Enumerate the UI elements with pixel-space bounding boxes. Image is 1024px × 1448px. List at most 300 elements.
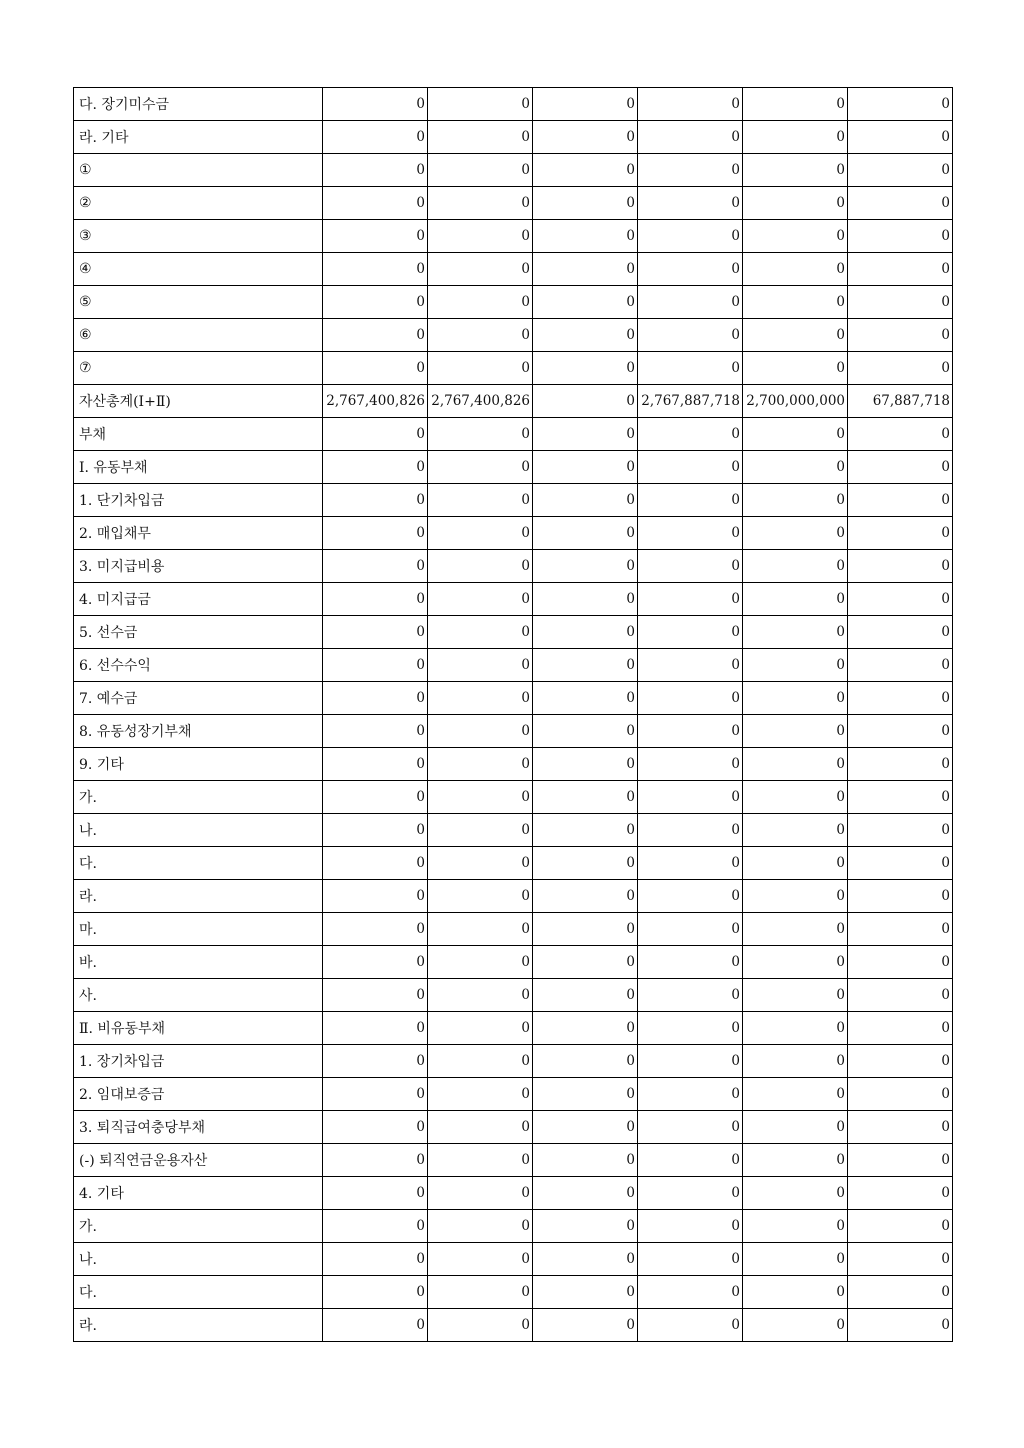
value-cell: 0 <box>428 1276 533 1309</box>
value-cell: 0 <box>848 946 953 979</box>
value-cell: 0 <box>323 352 428 385</box>
value-cell: 0 <box>743 814 848 847</box>
table-row <box>74 253 953 286</box>
value-cell: 0 <box>743 517 848 550</box>
value-cell: 0 <box>638 814 743 847</box>
table-row <box>74 715 953 748</box>
value-cell: 0 <box>533 418 638 451</box>
value-cell: 0 <box>743 1012 848 1045</box>
value-cell: 0 <box>428 1012 533 1045</box>
table-row <box>74 682 953 715</box>
value-cell: 0 <box>638 1309 743 1342</box>
value-cell: 0 <box>533 583 638 616</box>
value-cell: 0 <box>428 1078 533 1111</box>
row-label-cell: 8. 유동성장기부채 <box>74 715 323 748</box>
row-label-cell: ⑤ <box>74 286 323 319</box>
value-cell: 0 <box>323 1177 428 1210</box>
value-cell: 0 <box>743 154 848 187</box>
value-cell: 0 <box>848 847 953 880</box>
value-cell: 0 <box>743 1078 848 1111</box>
value-cell: 0 <box>743 286 848 319</box>
row-label-cell: 7. 예수금 <box>74 682 323 715</box>
value-cell: 0 <box>533 550 638 583</box>
table-row <box>74 121 953 154</box>
value-cell: 0 <box>323 187 428 220</box>
value-cell: 0 <box>533 451 638 484</box>
row-label-cell: 나. <box>74 1243 323 1276</box>
value-cell: 2,767,887,718 <box>638 385 743 418</box>
value-cell: 0 <box>743 880 848 913</box>
row-label-cell: 1. 단기차입금 <box>74 484 323 517</box>
value-cell: 0 <box>323 979 428 1012</box>
value-cell: 0 <box>323 1012 428 1045</box>
value-cell: 0 <box>323 583 428 616</box>
table-row <box>74 88 953 121</box>
value-cell: 0 <box>638 286 743 319</box>
table-row <box>74 517 953 550</box>
value-cell: 0 <box>428 418 533 451</box>
value-cell: 0 <box>743 187 848 220</box>
value-cell: 0 <box>428 550 533 583</box>
value-cell: 0 <box>848 1243 953 1276</box>
value-cell: 0 <box>323 253 428 286</box>
row-label-cell: ④ <box>74 253 323 286</box>
value-cell: 0 <box>323 418 428 451</box>
value-cell: 67,887,718 <box>848 385 953 418</box>
value-cell: 0 <box>323 847 428 880</box>
value-cell: 0 <box>638 847 743 880</box>
value-cell: 0 <box>848 1144 953 1177</box>
value-cell: 0 <box>533 187 638 220</box>
table-row <box>74 583 953 616</box>
value-cell: 0 <box>323 649 428 682</box>
value-cell: 0 <box>743 253 848 286</box>
table-row <box>74 451 953 484</box>
value-cell: 0 <box>428 154 533 187</box>
row-label-cell: 6. 선수수익 <box>74 649 323 682</box>
value-cell: 0 <box>323 286 428 319</box>
value-cell: 0 <box>638 88 743 121</box>
value-cell: 0 <box>323 550 428 583</box>
value-cell: 0 <box>743 1111 848 1144</box>
value-cell: 0 <box>323 682 428 715</box>
value-cell: 2,767,400,826 <box>428 385 533 418</box>
table-row <box>74 979 953 1012</box>
value-cell: 0 <box>533 682 638 715</box>
value-cell: 0 <box>848 220 953 253</box>
table-row <box>74 880 953 913</box>
value-cell: 0 <box>638 352 743 385</box>
value-cell: 0 <box>323 880 428 913</box>
value-cell: 0 <box>743 550 848 583</box>
value-cell: 0 <box>428 220 533 253</box>
value-cell: 0 <box>533 220 638 253</box>
row-label-cell: (-) 퇴직연금운용자산 <box>74 1144 323 1177</box>
row-label-cell: ① <box>74 154 323 187</box>
value-cell: 0 <box>743 748 848 781</box>
table-row <box>74 649 953 682</box>
value-cell: 0 <box>848 583 953 616</box>
value-cell: 0 <box>533 1210 638 1243</box>
value-cell: 0 <box>743 1144 848 1177</box>
value-cell: 0 <box>533 319 638 352</box>
row-label-cell: 다. <box>74 1276 323 1309</box>
value-cell: 0 <box>743 1309 848 1342</box>
value-cell: 0 <box>743 847 848 880</box>
value-cell: 0 <box>428 451 533 484</box>
value-cell: 0 <box>848 88 953 121</box>
value-cell: 0 <box>743 649 848 682</box>
value-cell: 0 <box>323 484 428 517</box>
value-cell: 0 <box>743 1276 848 1309</box>
table-row <box>74 1111 953 1144</box>
value-cell: 0 <box>533 847 638 880</box>
row-label-cell: 2. 임대보증금 <box>74 1078 323 1111</box>
table-row <box>74 1144 953 1177</box>
value-cell: 0 <box>323 1276 428 1309</box>
row-label-cell: 라. 기타 <box>74 121 323 154</box>
row-label-cell: 4. 미지급금 <box>74 583 323 616</box>
value-cell: 0 <box>428 121 533 154</box>
value-cell: 0 <box>638 682 743 715</box>
table-row <box>74 154 953 187</box>
value-cell: 0 <box>323 1111 428 1144</box>
value-cell: 0 <box>743 220 848 253</box>
row-label-cell: 사. <box>74 979 323 1012</box>
value-cell: 0 <box>848 1210 953 1243</box>
value-cell: 0 <box>848 1309 953 1342</box>
value-cell: 0 <box>848 979 953 1012</box>
value-cell: 0 <box>638 616 743 649</box>
table-row <box>74 550 953 583</box>
value-cell: 0 <box>848 352 953 385</box>
table-row <box>74 847 953 880</box>
value-cell: 0 <box>533 946 638 979</box>
table-row <box>74 814 953 847</box>
value-cell: 0 <box>428 847 533 880</box>
row-label-cell: 라. <box>74 880 323 913</box>
value-cell: 0 <box>743 418 848 451</box>
value-cell: 0 <box>533 1111 638 1144</box>
value-cell: 2,767,400,826 <box>323 385 428 418</box>
value-cell: 0 <box>428 484 533 517</box>
value-cell: 0 <box>743 1045 848 1078</box>
row-label-cell: 바. <box>74 946 323 979</box>
value-cell: 0 <box>428 319 533 352</box>
table-row <box>74 1210 953 1243</box>
balance-sheet-table <box>73 87 953 1342</box>
table-row <box>74 286 953 319</box>
value-cell: 0 <box>323 517 428 550</box>
row-label-cell: 부채 <box>74 418 323 451</box>
value-cell: 0 <box>533 1078 638 1111</box>
table-row <box>74 1078 953 1111</box>
value-cell: 0 <box>428 649 533 682</box>
value-cell: 0 <box>848 286 953 319</box>
table-body <box>74 88 953 1342</box>
value-cell: 0 <box>848 418 953 451</box>
value-cell: 0 <box>848 649 953 682</box>
value-cell: 0 <box>848 451 953 484</box>
value-cell: 0 <box>323 1078 428 1111</box>
value-cell: 0 <box>848 1012 953 1045</box>
value-cell: 0 <box>743 1177 848 1210</box>
value-cell: 0 <box>638 1012 743 1045</box>
value-cell: 0 <box>743 781 848 814</box>
row-label-cell: 2. 매입채무 <box>74 517 323 550</box>
value-cell: 0 <box>428 616 533 649</box>
value-cell: 0 <box>848 484 953 517</box>
value-cell: 0 <box>848 187 953 220</box>
value-cell: 0 <box>848 682 953 715</box>
value-cell: 0 <box>428 1309 533 1342</box>
value-cell: 0 <box>428 1177 533 1210</box>
table-row <box>74 1177 953 1210</box>
table-row <box>74 781 953 814</box>
value-cell: 0 <box>743 616 848 649</box>
value-cell: 0 <box>638 1144 743 1177</box>
value-cell: 0 <box>743 352 848 385</box>
value-cell: 0 <box>638 517 743 550</box>
value-cell: 0 <box>638 1111 743 1144</box>
value-cell: 0 <box>533 352 638 385</box>
value-cell: 0 <box>533 1045 638 1078</box>
value-cell: 0 <box>533 616 638 649</box>
value-cell: 0 <box>323 781 428 814</box>
value-cell: 0 <box>533 1144 638 1177</box>
value-cell: 0 <box>533 748 638 781</box>
row-label-cell: ② <box>74 187 323 220</box>
table-row <box>74 187 953 220</box>
value-cell: 0 <box>533 1243 638 1276</box>
row-label-cell: 다. <box>74 847 323 880</box>
row-label-cell: Ⅰ. 유동부채 <box>74 451 323 484</box>
value-cell: 0 <box>428 913 533 946</box>
table-row <box>74 484 953 517</box>
value-cell: 0 <box>428 715 533 748</box>
row-label-cell: 3. 퇴직급여충당부채 <box>74 1111 323 1144</box>
row-label-cell: 라. <box>74 1309 323 1342</box>
value-cell: 0 <box>533 1012 638 1045</box>
value-cell: 0 <box>533 385 638 418</box>
value-cell: 0 <box>743 715 848 748</box>
value-cell: 0 <box>428 1045 533 1078</box>
value-cell: 0 <box>638 1243 743 1276</box>
value-cell: 0 <box>428 1210 533 1243</box>
value-cell: 0 <box>323 451 428 484</box>
value-cell: 0 <box>638 946 743 979</box>
value-cell: 0 <box>533 88 638 121</box>
value-cell: 0 <box>428 1111 533 1144</box>
value-cell: 0 <box>533 814 638 847</box>
value-cell: 0 <box>323 1243 428 1276</box>
value-cell: 0 <box>743 1243 848 1276</box>
value-cell: 0 <box>638 880 743 913</box>
value-cell: 0 <box>638 913 743 946</box>
table-row <box>74 352 953 385</box>
value-cell: 0 <box>848 1078 953 1111</box>
value-cell: 0 <box>323 748 428 781</box>
value-cell: 0 <box>638 748 743 781</box>
value-cell: 0 <box>533 1177 638 1210</box>
value-cell: 0 <box>533 880 638 913</box>
value-cell: 0 <box>533 484 638 517</box>
value-cell: 0 <box>638 1210 743 1243</box>
value-cell: 0 <box>743 979 848 1012</box>
value-cell: 0 <box>428 286 533 319</box>
value-cell: 0 <box>638 715 743 748</box>
value-cell: 0 <box>428 187 533 220</box>
row-label-cell: 5. 선수금 <box>74 616 323 649</box>
value-cell: 0 <box>848 253 953 286</box>
row-label-cell: ③ <box>74 220 323 253</box>
value-cell: 0 <box>743 1210 848 1243</box>
value-cell: 0 <box>848 154 953 187</box>
value-cell: 0 <box>848 748 953 781</box>
value-cell: 0 <box>533 121 638 154</box>
value-cell: 0 <box>428 748 533 781</box>
value-cell: 0 <box>323 1210 428 1243</box>
value-cell: 0 <box>428 1144 533 1177</box>
value-cell: 0 <box>533 1309 638 1342</box>
value-cell: 0 <box>638 418 743 451</box>
table-row <box>74 418 953 451</box>
value-cell: 0 <box>323 1144 428 1177</box>
value-cell: 0 <box>533 649 638 682</box>
value-cell: 0 <box>848 1276 953 1309</box>
row-label-cell: 가. <box>74 1210 323 1243</box>
value-cell: 0 <box>323 814 428 847</box>
value-cell: 0 <box>638 979 743 1012</box>
value-cell: 0 <box>848 1045 953 1078</box>
value-cell: 0 <box>323 121 428 154</box>
row-label-cell: 9. 기타 <box>74 748 323 781</box>
value-cell: 0 <box>323 616 428 649</box>
value-cell: 0 <box>638 154 743 187</box>
value-cell: 0 <box>848 814 953 847</box>
value-cell: 0 <box>533 979 638 1012</box>
row-label-cell: ⑦ <box>74 352 323 385</box>
value-cell: 0 <box>743 88 848 121</box>
value-cell: 0 <box>323 715 428 748</box>
table-row <box>74 319 953 352</box>
value-cell: 0 <box>743 946 848 979</box>
value-cell: 0 <box>428 517 533 550</box>
value-cell: 0 <box>743 682 848 715</box>
value-cell: 0 <box>638 1078 743 1111</box>
value-cell: 0 <box>323 913 428 946</box>
value-cell: 0 <box>428 583 533 616</box>
row-label-cell: 3. 미지급비용 <box>74 550 323 583</box>
value-cell: 0 <box>428 682 533 715</box>
value-cell: 0 <box>848 1177 953 1210</box>
value-cell: 0 <box>848 616 953 649</box>
value-cell: 0 <box>323 1045 428 1078</box>
row-label-cell: 나. <box>74 814 323 847</box>
value-cell: 0 <box>323 946 428 979</box>
value-cell: 0 <box>848 550 953 583</box>
value-cell: 0 <box>848 121 953 154</box>
row-label-cell: ⑥ <box>74 319 323 352</box>
value-cell: 0 <box>428 880 533 913</box>
value-cell: 0 <box>638 649 743 682</box>
value-cell: 0 <box>323 220 428 253</box>
value-cell: 0 <box>428 814 533 847</box>
value-cell: 0 <box>323 319 428 352</box>
value-cell: 0 <box>743 451 848 484</box>
row-label-cell: 가. <box>74 781 323 814</box>
table-row <box>74 946 953 979</box>
row-label-cell: 자산총계(Ⅰ+Ⅱ) <box>74 385 323 418</box>
value-cell: 0 <box>638 121 743 154</box>
value-cell: 0 <box>533 253 638 286</box>
value-cell: 0 <box>638 187 743 220</box>
value-cell: 0 <box>638 451 743 484</box>
value-cell: 0 <box>848 913 953 946</box>
value-cell: 0 <box>428 1243 533 1276</box>
table-row <box>74 1012 953 1045</box>
table-row <box>74 748 953 781</box>
row-label-cell: Ⅱ. 비유동부채 <box>74 1012 323 1045</box>
value-cell: 0 <box>533 1276 638 1309</box>
value-cell: 0 <box>428 352 533 385</box>
value-cell: 0 <box>848 781 953 814</box>
value-cell: 2,700,000,000 <box>743 385 848 418</box>
value-cell: 0 <box>533 517 638 550</box>
table-row <box>74 1276 953 1309</box>
value-cell: 0 <box>743 484 848 517</box>
value-cell: 0 <box>533 781 638 814</box>
value-cell: 0 <box>638 583 743 616</box>
value-cell: 0 <box>638 1177 743 1210</box>
value-cell: 0 <box>533 154 638 187</box>
value-cell: 0 <box>323 88 428 121</box>
table-row <box>74 1243 953 1276</box>
value-cell: 0 <box>638 550 743 583</box>
value-cell: 0 <box>638 484 743 517</box>
table-row <box>74 616 953 649</box>
row-label-cell: 마. <box>74 913 323 946</box>
table-row <box>74 1309 953 1342</box>
table-row <box>74 913 953 946</box>
value-cell: 0 <box>533 286 638 319</box>
value-cell: 0 <box>638 319 743 352</box>
value-cell: 0 <box>428 253 533 286</box>
value-cell: 0 <box>848 880 953 913</box>
value-cell: 0 <box>743 319 848 352</box>
value-cell: 0 <box>533 913 638 946</box>
value-cell: 0 <box>848 1111 953 1144</box>
row-label-cell: 4. 기타 <box>74 1177 323 1210</box>
value-cell: 0 <box>638 1045 743 1078</box>
row-label-cell: 다. 장기미수금 <box>74 88 323 121</box>
value-cell: 0 <box>428 88 533 121</box>
value-cell: 0 <box>743 913 848 946</box>
value-cell: 0 <box>428 781 533 814</box>
value-cell: 0 <box>638 1276 743 1309</box>
value-cell: 0 <box>743 121 848 154</box>
value-cell: 0 <box>323 154 428 187</box>
value-cell: 0 <box>638 253 743 286</box>
value-cell: 0 <box>428 979 533 1012</box>
table-row <box>74 1045 953 1078</box>
value-cell: 0 <box>743 583 848 616</box>
value-cell: 0 <box>428 946 533 979</box>
value-cell: 0 <box>848 319 953 352</box>
value-cell: 0 <box>323 1309 428 1342</box>
value-cell: 0 <box>848 715 953 748</box>
value-cell: 0 <box>533 715 638 748</box>
